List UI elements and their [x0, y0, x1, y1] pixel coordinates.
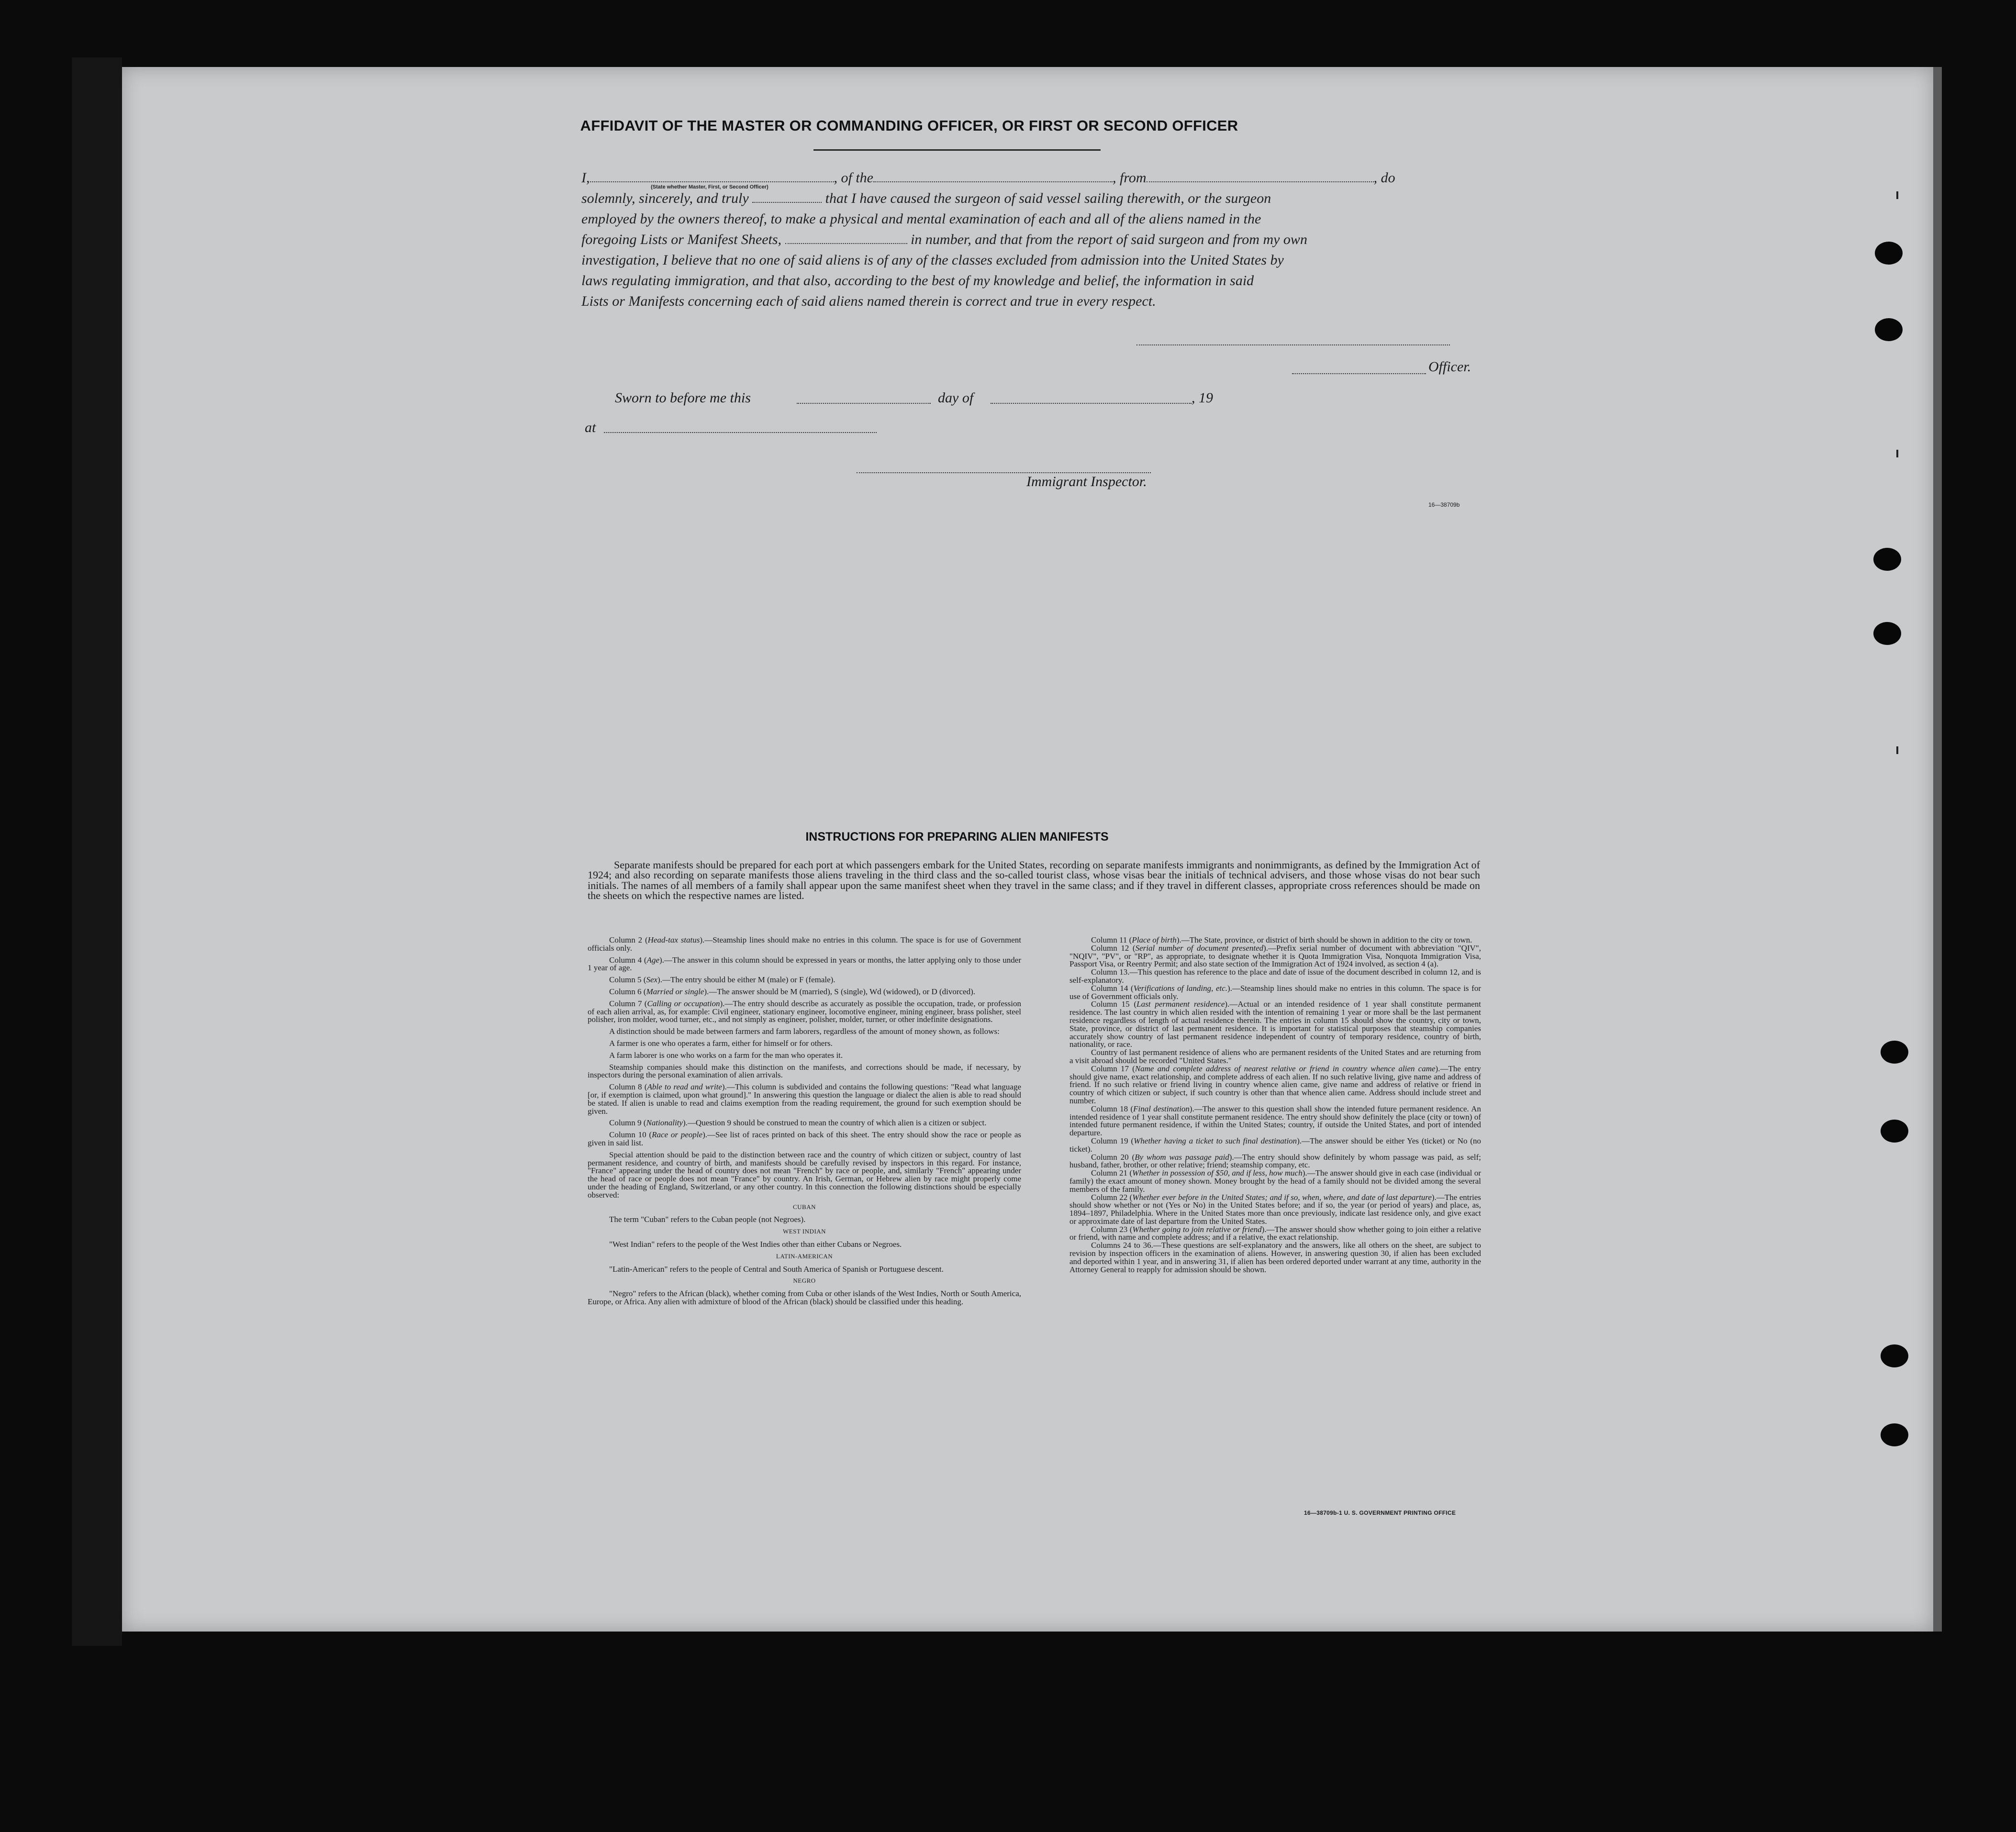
instructions-right-column — [1069, 936, 1481, 1274]
officer-label: Officer. — [1428, 359, 1471, 375]
intro-paragraph: Separate manifests should be prepared for each port at which passengers embark for the United States, recording on separate manifests immigrants and nonimmigrants, as defined by the Immigration Act of 1924; and also recording on separate manifests those aliens traveling in the third class and the so-called tourist class, whose visas bear the initials of technical advisers, and those whose visas do not bear such initials. The names of all members of a family shall appear upon the same manifest sheet when they travel in the same class; and if they travel in different classes, appropriate cross references should be made on the sheets on which the respective names are listed. — [588, 859, 1480, 901]
column-19-note: Column 19 (Whether having a ticket to such final destination).—The answer should be either Yes (ticket) or No (no ticket). — [1069, 1136, 1481, 1154]
binder-hole — [1881, 1344, 1908, 1367]
steamship-paragraph: Steamship companies should make this distinction on the manifests, and corrections should be made, if necessary, by inspectors during the personal examination of alien arrivals. — [588, 1062, 1021, 1080]
master-note: (State whether Master, First, or Second Officer) — [651, 184, 769, 190]
sworn-place-field[interactable] — [604, 431, 877, 433]
column-20-note: Column 20 (By whom was passage paid).—The entry should show definitely by whom passage was paid, as self; husband, father, brother, or other relative; friend; steamship company, etc. — [1069, 1152, 1481, 1170]
column-18-note: Column 18 (Final destination).—The answer to this question shall show the intended future permanent residence. An intended residence of 1 year shall constitute permanent residence. The entry should show definitely the place (city or town) of intended future permanent residence, if within the United States; country, if outside the United States, and port of intended departure. — [1069, 1104, 1481, 1138]
instructions-title: INSTRUCTIONS FOR PREPARING ALIEN MANIFESTS — [805, 830, 1109, 844]
vessel-name-field[interactable] — [873, 178, 1113, 182]
inspector-label: Immigrant Inspector. — [1026, 474, 1147, 489]
officer-signature-line[interactable] — [1292, 372, 1426, 374]
sworn-month-field[interactable] — [991, 402, 1192, 404]
edge-mark — [1896, 191, 1898, 199]
negro-definition: "Negro" refers to the African (black), whether coming from Cuba or other islands of the West Indies, North or South America, Europe, or Africa. Any alien with admixture of blood of the African (black) should be classified under this heading. — [588, 1289, 1021, 1306]
affidavit-do: , do — [1373, 170, 1395, 186]
farmers-paragraph: A distinction should be made between farmers and farm laborers, regardless of the amount of money shown, as follows: — [609, 1027, 1000, 1036]
inspector-signature-line[interactable] — [857, 471, 1151, 473]
cuban-definition: The term "Cuban" refers to the Cuban people (not Negroes). — [609, 1215, 806, 1224]
binder-hole — [1875, 242, 1903, 265]
sheet-count-field[interactable] — [785, 240, 907, 244]
affidavit-line7: Lists or Manifests concerning each of said aliens named therein is correct and true in every respect. — [581, 293, 1156, 309]
affidavit-line5: investigation, I believe that no one of said aliens is of any of the classes excluded from admission into the United States by — [581, 252, 1284, 268]
printing-office-footnote: 16—38709b-1 U. S. GOVERNMENT PRINTING OFFICE — [1304, 1510, 1456, 1516]
officer-rank-field[interactable] — [590, 178, 834, 182]
edge-mark — [1896, 450, 1898, 457]
column-5-note: Column 5 (Sex).—The entry should be either M (male) or F (female). — [609, 975, 835, 985]
column-11-note: Column 11 (Place of birth).—The State, province, or district of birth should be shown in addition to the city or town. — [1091, 935, 1472, 944]
affidavit-i: I, — [581, 170, 590, 186]
column-13-note: Column 13.—This question has reference to the place and date of issue of the document described in column 12, and is self-explanatory. — [1069, 967, 1481, 985]
form-number: 16—38709b — [1428, 501, 1460, 508]
affidavit-of-the: , of the — [834, 170, 873, 186]
column-8-note: Column 8 (Able to read and write).—This column is subdivided and contains the following questions: "Read what language [or, if exemption is claimed, upon what ground]." In answering this question the language or dialect the alien is able to read should be stated. If alien is unable to read and claims exemption from the reading requirement, the ground for such exemption should be given. — [588, 1082, 1022, 1116]
column-21-note: Column 21 (Whether in possession of $50, and if less, how much).—The answer should give in each case (individual or family) the exact amount of money shown. Money brought by the head of a family should not be divided among the several members of the family. — [1069, 1168, 1481, 1194]
year-label: , 19 — [1192, 390, 1213, 406]
column-7-note: Column 7 (Calling or occupation).—The entry should describe as accurately as possible the occupation, trade, or profession of each alien arrival, as, for example: Civil engineer, stationary engineer, locomotive engineer, mining engineer, brass polisher, steel polisher, iron molder, wood turner, etc., and not simply as engineer, polisher, molder, turner, or other indefinite designations. — [588, 999, 1021, 1024]
binder-hole — [1881, 1041, 1908, 1064]
sworn-before-label: Sworn to before me this — [615, 390, 751, 406]
column-14-note: Column 14 (Verifications of landing, etc.).—Steamship lines should make no entries in this column. The space is for use of Government officials only. — [1069, 983, 1481, 1001]
binder-hole — [1873, 548, 1901, 571]
sworn-method-field[interactable] — [752, 199, 822, 203]
binder-hole — [1881, 1423, 1908, 1446]
port-from-field[interactable] — [1147, 178, 1374, 182]
negro-heading: NEGRO — [793, 1277, 816, 1285]
binder-hole — [1881, 1120, 1908, 1143]
edge-mark — [1896, 746, 1898, 754]
column-22-note: Column 22 (Whether ever before in the United States; and if so, when, where, and date of last departure).—The entries should show whether or not (Yes or No) in the United States before; and if so, the year (or period of years) and place, as, 1894–1897, Philadelphia. Where in the United States more than once previously, indicate last residence only, and give exact or approximate date of last departure from the United States. — [1069, 1192, 1481, 1226]
column-4-note: Column 4 (Age).—The answer in this column should be expressed in years or months, the latter applying only to those under 1 year of age. — [588, 955, 1021, 973]
scanner-background — [72, 57, 122, 1646]
title-rule — [813, 149, 1101, 151]
instructions-left-column — [588, 936, 1021, 1310]
column-6-note: Column 6 (Married or single).—The answer should be M (married), S (single), Wd (widowed), or D (divorced). — [609, 987, 976, 996]
latin-american-definition: "Latin-American" refers to the people of Central and South America of Spanish or Portuguese descent. — [609, 1264, 944, 1274]
column-12-note: Column 12 (Serial number of document presented).—Prefix serial number of document with abbreviation "QIV", "NQIV", "PV", or "RP", as appropriate, to designate whether it is Quota Immigration Visa, Nonquota Immigration Visa, Passport Visa, or Reentry Permit; and also state section of the Immigration Act of 1924 involved, as section 4 (a). — [1069, 943, 1481, 969]
sworn-day-field[interactable] — [797, 402, 931, 404]
sheet-edge-shadow — [1933, 67, 1942, 1632]
west-indian-heading: WEST INDIAN — [782, 1228, 826, 1235]
affidavit-line3: employed by the owners thereof, to make a physical and mental examination of each and all of the aliens named in the — [581, 211, 1261, 227]
affidavit-from: , from — [1113, 170, 1147, 186]
column-2-note: Column 2 (Head-tax status).—Steamship lines should make no entries in this column. The space is for use of Government officials only. — [588, 935, 1021, 953]
cuban-heading: CUBAN — [792, 1203, 816, 1210]
affidavit-line2: that I have caused the surgeon of said vessel sailing therewith, or the surgeon — [825, 190, 1271, 206]
west-indian-definition: "West Indian" refers to the people of the West Indies other than either Cubans or Negroes. — [609, 1239, 902, 1249]
farmer-definition: A farmer is one who operates a farm, either for himself or for others. — [609, 1038, 833, 1048]
latin-american-heading: LATIN-AMERICAN — [776, 1252, 833, 1260]
farm-laborer-definition: A farm laborer is one who works on a farm for the man who operates it. — [609, 1050, 843, 1060]
column-10-note: Column 10 (Race or people).—See list of races printed on back of this sheet. The entry should show the race or people as given in said list. — [588, 1130, 1021, 1147]
country-residence-paragraph: Country of last permanent residence of aliens who are permanent residents of the United States and are returning from a visit abroad should be recorded "United States." — [1069, 1048, 1481, 1065]
signature-line[interactable] — [1136, 344, 1450, 345]
day-of-label: day of — [938, 390, 974, 406]
binder-hole — [1875, 318, 1903, 341]
affidavit-line4: in number, and that from the report of said surgeon and from my own — [911, 232, 1307, 247]
column-23-note: Column 23 (Whether going to join relative or friend).—The answer should show whether going to join either a relative or friend, with name and complete address; and if a relative, the exact relationship. — [1069, 1224, 1481, 1242]
columns-24-36-note: Columns 24 to 36.—These questions are self-explanatory and the answers, like all others on the sheet, are subject to revision by inspection officers in the examination of aliens. However, in answering question 30, if alien has been excluded and deported within 1 year, and in answering 31, if alien has been ordered deported under warrant at any time, authority in the Attorney General to reapply for admission should be shown. — [1069, 1241, 1481, 1274]
binder-hole — [1873, 622, 1901, 645]
affidavit-solemnly: solemnly, sincerely, and truly — [581, 190, 749, 206]
column-9-note: Column 9 (Nationality).—Question 9 should be construed to mean the country of which alien is a citizen or subject. — [609, 1118, 987, 1128]
affidavit-foregoing: foregoing Lists or Manifest Sheets, — [581, 232, 782, 247]
affidavit-line6: laws regulating immigration, and that also, according to the best of my knowledge and belief, the information in said — [581, 273, 1254, 289]
at-label: at — [585, 420, 596, 435]
column-15-note: Column 15 (Last permanent residence).—Actual or an intended residence of 1 year shall constitute permanent residence. The last country in which alien resided with the intention of remaining 1 year or more shall be the last permanent residence regardless of length of actual residence therein. The entries in column 15 should show the country, city or town, State, province, or district of last permanent residence. It is important for statistical purposes that steamship companies accurately show country of last permanent residence independent of country of temporary residence, country of birth, nationality, or race. — [1069, 999, 1481, 1049]
column-17-note: Column 17 (Name and complete address of nearest relative or friend in country whence alien came).—The entry should give name, exact relationship, and complete address of each alien. If no such relative living, give name and address of friend. If no such relative or friend living in country whence alien came, give name and address of relative or friend in country of which citizen or subject, if such country is other than that whence alien came. Address should include street and number. — [1069, 1064, 1481, 1105]
special-attention-paragraph: Special attention should be paid to the distinction between race and the country of which citizen or subject, country of last permanent residence, and country of birth, and manifests should be carefully revised by inspectors in this regard. For instance, "France" appearing under the head of country does not mean "French" by race or people, and, similarly "French" appearing under the head of race or people does not mean "France" by country. An Irish, German, or Hebrew alien by race might properly come under the heading of England, Switzerland, or any other country. In this connection the following distinctions should be especially observed: — [588, 1150, 1021, 1199]
affidavit-title: AFFIDAVIT OF THE MASTER OR COMMANDING OFFICER, OR FIRST OR SECOND OFFICER — [580, 117, 1238, 134]
instructions-intro — [588, 860, 1480, 900]
